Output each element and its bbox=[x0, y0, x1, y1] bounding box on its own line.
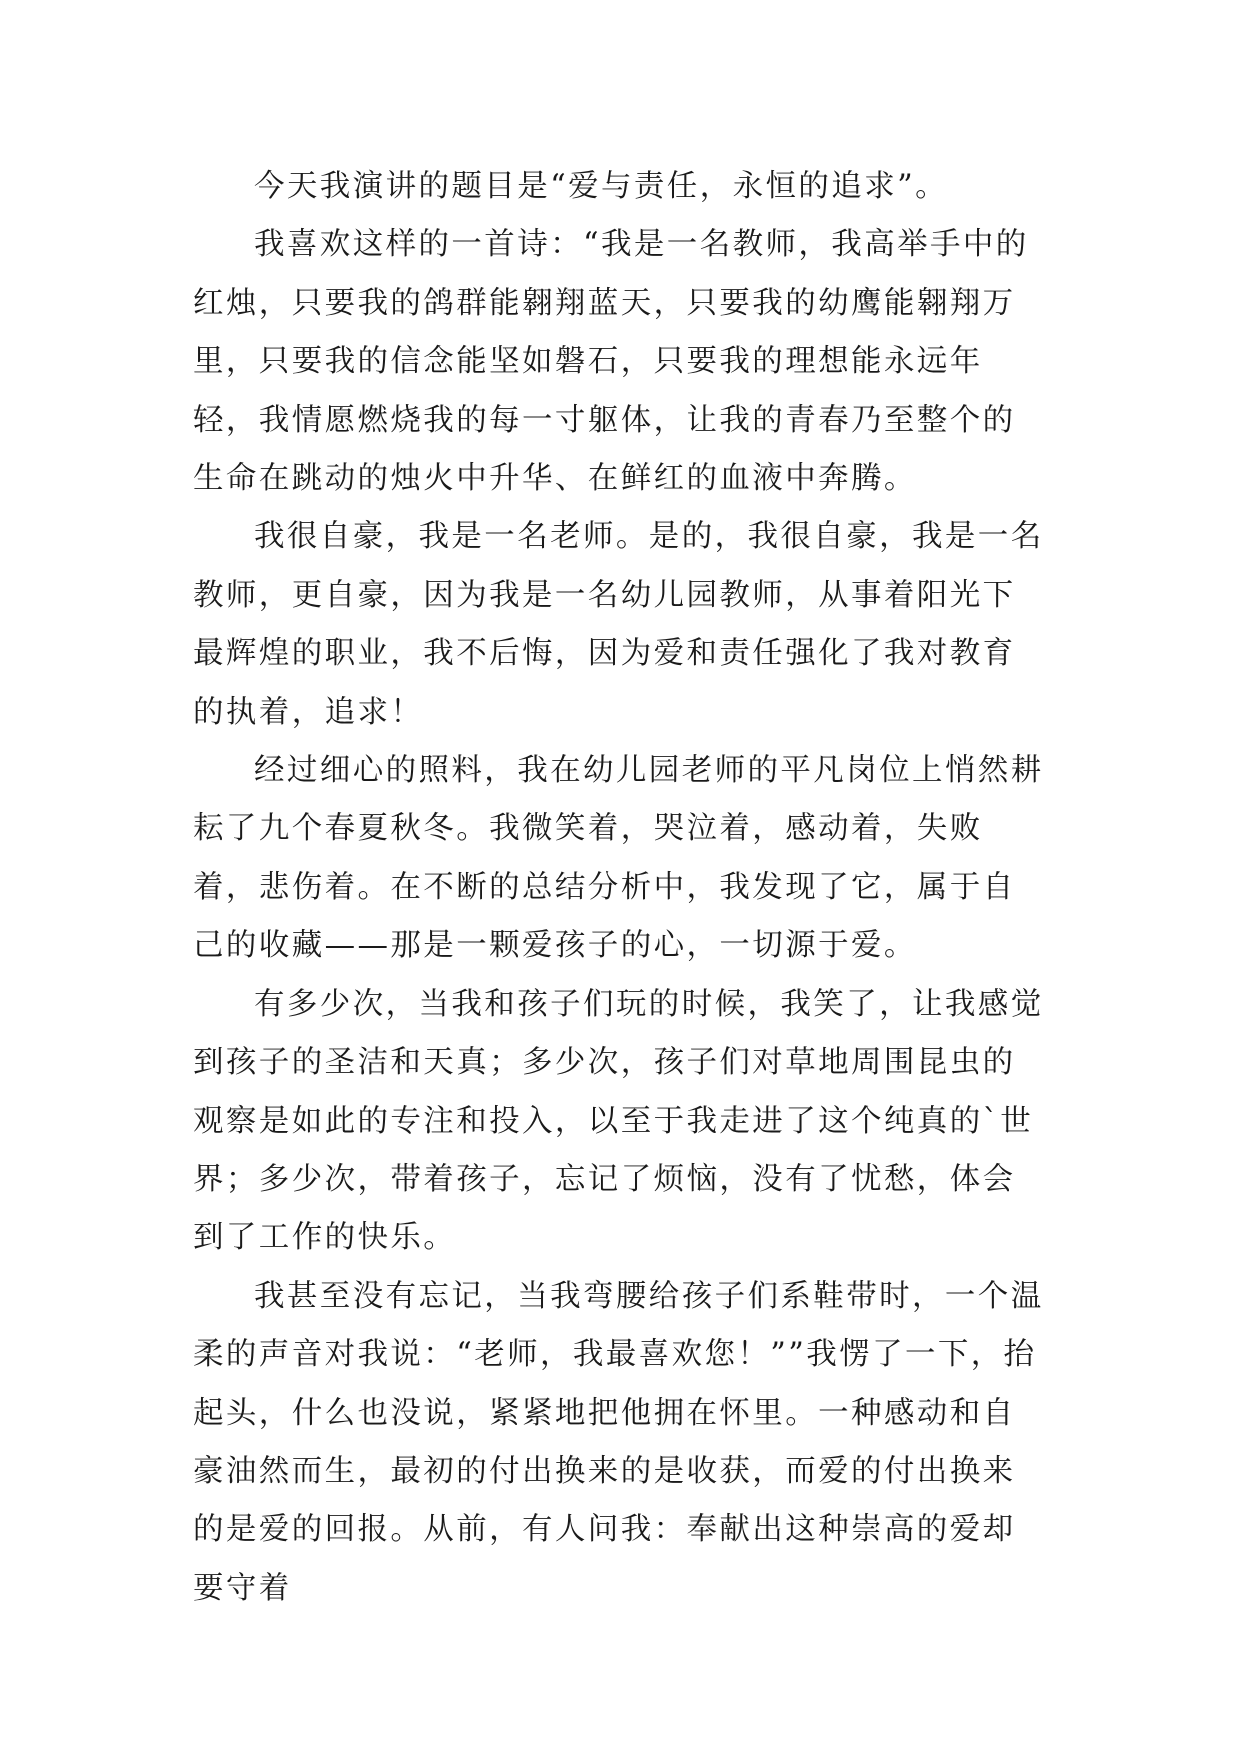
paragraph-poem: 我喜欢这样的一首诗：“我是一名教师，我高举手中的红烛，只要我的鸽群能翱翔蓝天，只要我的幼鹰能翱翔万里，只要我的信念能坚如磐石，只要我的理想能永远年轻，我情愿燃烧我的每一寸躯体，让我的青春乃至整个的生命在跳动的烛火中升华、在鲜红的血液中奔腾。 bbox=[193, 227, 1029, 497]
paragraph-shoelace-memory: 我甚至没有忘记，当我弯腰给孩子们系鞋带时，一个温柔的声音对我说：“老师，我最喜欢您！””我愣了一下，抬起头，什么也没说，紧紧地把他拥在怀里。一种感动和自豪油然而生，最初的付出换来的是收获，而爱的付出换来的是爱的回报。从前，有人问我：奉献出这种崇高的爱却要守着 bbox=[193, 1278, 1044, 1606]
speech-body bbox=[193, 158, 1048, 1618]
paragraph-title-intro: 今天我演讲的题目是“爱与责任，永恒的追求”。 bbox=[254, 169, 948, 204]
paragraph-playing-with-children: 有多少次，当我和孩子们玩的时候，我笑了，让我感觉到孩子的圣洁和天真；多少次，孩子们对草地周围昆虫的观察是如此的专注和投入，以至于我走进了这个纯真的`世界；多少次，带着孩子，忘记了烦恼，没有了忧愁，体会到了工作的快乐。 bbox=[193, 986, 1044, 1256]
paragraph-pride: 我很自豪，我是一名老师。是的，我很自豪，我是一名教师，更自豪，因为我是一名幼儿园教师，从事着阳光下最辉煌的职业，我不后悔，因为爱和责任强化了我对教育的执着，追求！ bbox=[193, 519, 1044, 730]
paragraph-nine-years: 经过细心的照料，我在幼儿园老师的平凡岗位上悄然耕耘了九个春夏秋冬。我微笑着，哭泣着，感动着，失败着，悲伤着。在不断的总结分析中，我发现了它，属于自己的收藏——那是一颗爱孩子的心，一切源于爱。 bbox=[193, 753, 1044, 964]
